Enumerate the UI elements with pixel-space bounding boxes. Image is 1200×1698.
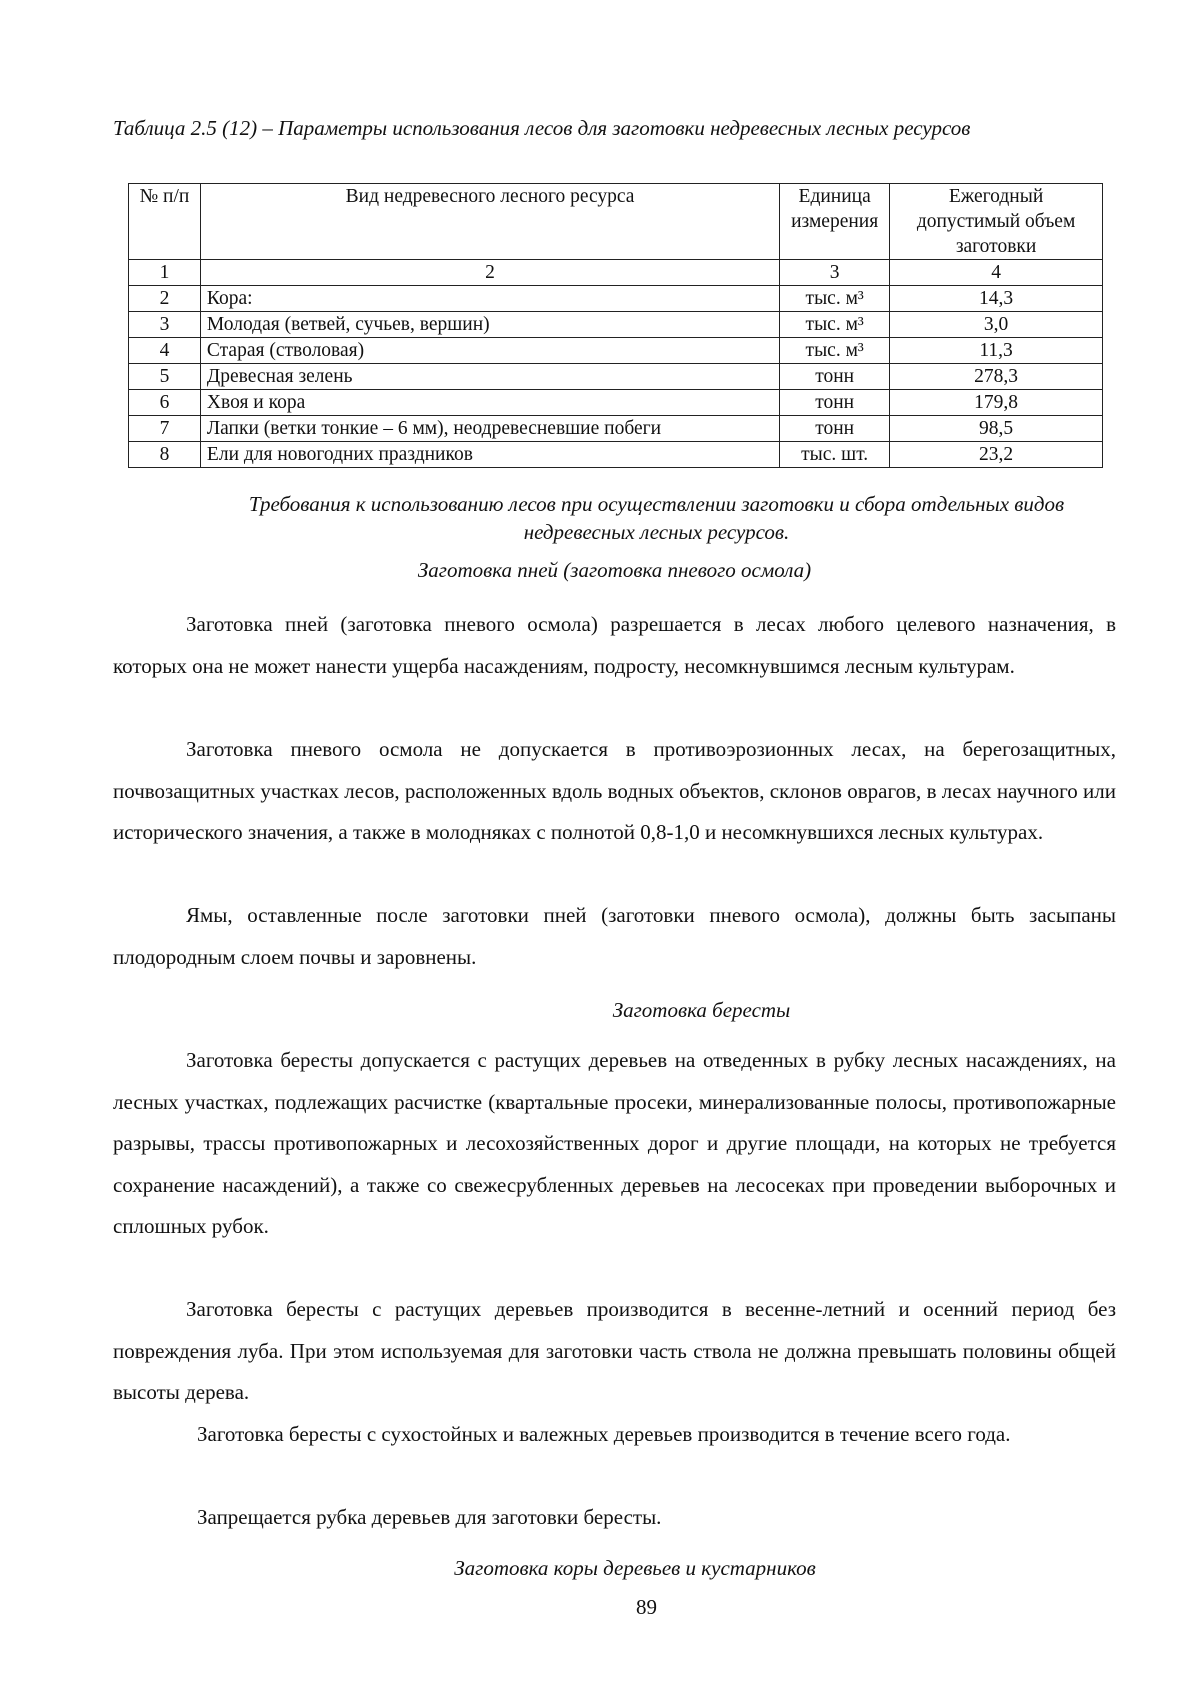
row-value: 14,3 [890,286,1103,312]
paragraph: Запрещается рубка деревьев для заготовки бересты. [197,1505,662,1529]
paragraph: Заготовка пней (заготовка пневого осмола) разрешается в лесах любого целевого назначения, в которых она не может нанести ущерба насаждениям, подросту, несомкнувшимся лесным культурам. [113,612,1116,678]
header-volume: Ежегодный допустимый объем заготовки [890,184,1103,260]
numbering-cell: 2 [200,260,779,286]
table-row [129,286,1103,312]
row-resource: Молодая (ветвей, сучьев, вершин) [200,312,779,338]
numbering-cell: 4 [890,260,1103,286]
row-value: 179,8 [890,390,1103,416]
row-value: 278,3 [890,364,1103,390]
row-resource: Ели для новогодних праздников [200,442,779,468]
row-resource: Кора: [200,286,779,312]
row-resource: Древесная зелень [200,364,779,390]
row-resource: Хвоя и кора [200,390,779,416]
section-heading-bark: Заготовка коры деревьев и кустарников [454,1556,816,1580]
header-number: № п/п [129,184,201,260]
row-number: 6 [129,390,201,416]
row-number: 2 [129,286,201,312]
row-unit: тонн [780,390,890,416]
row-value: 98,5 [890,416,1103,442]
row-unit: тыс. шт. [780,442,890,468]
row-value: 23,2 [890,442,1103,468]
requirements-heading: Требования к использованию лесов при осуществлении заготовки и сбора отдельных видов недревесных лесных ресурсов. [248,492,1065,544]
row-resource: Лапки (ветки тонкие – 6 мм), неодревесневшие побеги [200,416,779,442]
row-value: 11,3 [890,338,1103,364]
row-value: 3,0 [890,312,1103,338]
row-unit: тыс. м³ [780,338,890,364]
paragraph: Ямы, оставленные после заготовки пней (заготовки пневого осмола), должны быть засыпаны плодородным слоем почвы и заровнены. [113,903,1116,969]
row-number: 7 [129,416,201,442]
paragraph: Заготовка бересты с сухостойных и валежных деревьев производится в течение всего года. [197,1422,1011,1446]
row-number: 3 [129,312,201,338]
row-number: 8 [129,442,201,468]
numbering-cell: 1 [129,260,201,286]
row-unit: тонн [780,364,890,390]
row-number: 4 [129,338,201,364]
row-number: 5 [129,364,201,390]
row-unit: тыс. м³ [780,286,890,312]
table-row [129,312,1103,338]
header-unit: Единица измерения [780,184,890,260]
section-heading-birchbark: Заготовка бересты [612,998,791,1022]
paragraph: Заготовка пневого осмола не допускается в противоэрозионных лесах, на берегозащитных, почвозащитных участках лесов, расположенных вдоль водных объектов, склонов оврагов, в лесах научного или исторического значения, а также в молодняках с полнотой 0,8-1,0 и несомкнувшихся лесных культурах. [113,737,1116,844]
row-resource: Старая (стволовая) [200,338,779,364]
section-heading-stumps: Заготовка пней (заготовка пневого осмола) [417,558,812,582]
table-caption: Таблица 2.5 (12) – Параметры использования лесов для заготовки недревесных лесных ресурсов [113,116,971,140]
numbering-cell: 3 [780,260,890,286]
paragraph: Заготовка бересты с растущих деревьев производится в весенне-летний и осенний период без повреждения луба. При этом используемая для заготовки часть ствола не должна превышать половины общей высоты дерева. [113,1297,1116,1404]
row-unit: тыс. м³ [780,312,890,338]
table-row [129,442,1103,468]
table-header-row [129,184,1103,260]
page-number: 89 [636,1595,657,1619]
resources-table [128,183,1103,468]
table-row [129,364,1103,390]
table-numbering-row [129,260,1103,286]
table-row [129,416,1103,442]
header-resource: Вид недревесного лесного ресурса [200,184,779,260]
row-unit: тонн [780,416,890,442]
table-row [129,338,1103,364]
paragraph: Заготовка бересты допускается с растущих деревьев на отведенных в рубку лесных насаждениях, на лесных участках, подлежащих расчистке (квартальные просеки, минерализованные полосы, противопожарные разрывы, трассы противопожарных и лесохозяйственных дорог и другие площади, на которых не требуется сохранение насаждений), а также со свежесрубленных деревьев на лесосеках при проведении выборочных и сплошных рубок. [113,1048,1116,1238]
table-row [129,390,1103,416]
